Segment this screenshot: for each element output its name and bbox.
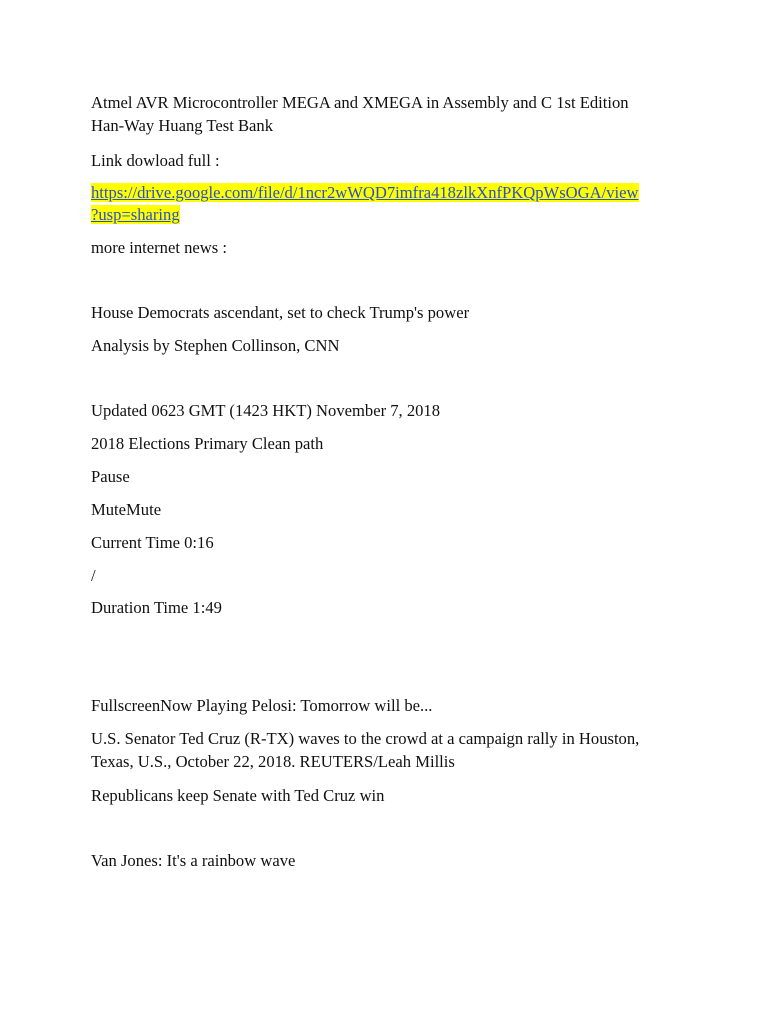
article-byline: Analysis by Stephen Collinson, CNN [91,336,340,355]
section-label: 2018 Elections Primary Clean path [91,434,324,453]
download-link-line-1[interactable] [91,182,691,204]
republicans-headline: Republicans keep Senate with Ted Cruz win [91,786,385,805]
more-news-label: more internet news : [91,238,227,257]
duration-text: Duration Time 1:49 [91,598,222,617]
van-jones-headline: Van Jones: It's a rainbow wave [91,851,296,870]
document-title-line-1: Atmel AVR Microcontroller MEGA and XMEGA in Assembly and C 1st Edition [91,93,629,112]
link-intro: Link dowload full : [91,151,220,170]
mute-text: MuteMute [91,500,162,519]
download-link-line-2[interactable] [91,204,691,226]
photo-caption-line-1: U.S. Senator Ted Cruz (R-TX) waves to the crowd at a campaign rally in Houston, [91,729,640,748]
download-link-continuation[interactable]: ?usp=sharing [91,205,180,224]
now-playing-text: FullscreenNow Playing Pelosi: Tomorrow will be... [91,696,433,715]
article-headline: House Democrats ascendant, set to check Trump's power [91,303,470,322]
time-separator: / [91,566,96,585]
photo-caption-line-2: Texas, U.S., October 22, 2018. REUTERS/Leah Millis [91,752,455,771]
current-time-text: Current Time 0:16 [91,533,214,552]
article-updated: Updated 0623 GMT (1423 HKT) November 7, 2018 [91,401,441,420]
document-title-line-2: Han-Way Huang Test Bank [91,116,273,135]
download-link[interactable]: https://drive.google.com/file/d/1ncr2wWQD7imfra418zlkXnfPKQpWsOGA/view [91,183,639,202]
pause-text: Pause [91,467,130,486]
